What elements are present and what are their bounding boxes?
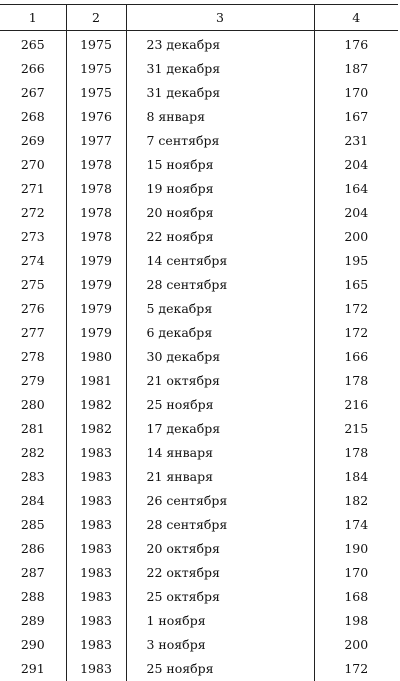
cell-number: 266 bbox=[0, 57, 66, 81]
cell-year: 1983 bbox=[66, 561, 126, 585]
table-row bbox=[0, 105, 398, 129]
table-row bbox=[0, 57, 398, 81]
cell-number: 284 bbox=[0, 489, 66, 513]
cell-number: 269 bbox=[0, 129, 66, 153]
cell-date: 7 сентября bbox=[126, 129, 314, 153]
table-row bbox=[0, 465, 398, 489]
cell-date: 31 декабря bbox=[126, 57, 314, 81]
cell-year: 1981 bbox=[66, 369, 126, 393]
cell-value: 190 bbox=[314, 537, 398, 561]
cell-date: 1 ноября bbox=[126, 609, 314, 633]
cell-date: 5 декабря bbox=[126, 297, 314, 321]
cell-year: 1975 bbox=[66, 81, 126, 105]
cell-value: 216 bbox=[314, 393, 398, 417]
cell-date: 14 сентября bbox=[126, 249, 314, 273]
cell-number: 278 bbox=[0, 345, 66, 369]
cell-date: 20 октября bbox=[126, 537, 314, 561]
cell-number: 291 bbox=[0, 657, 66, 681]
cell-number: 288 bbox=[0, 585, 66, 609]
cell-year: 1978 bbox=[66, 225, 126, 249]
cell-year: 1982 bbox=[66, 393, 126, 417]
cell-value: 187 bbox=[314, 57, 398, 81]
cell-number: 274 bbox=[0, 249, 66, 273]
table-row bbox=[0, 31, 398, 58]
table-row bbox=[0, 489, 398, 513]
cell-date: 25 ноября bbox=[126, 657, 314, 681]
column-header-2: 2 bbox=[66, 5, 126, 31]
cell-date: 28 сентября bbox=[126, 513, 314, 537]
cell-number: 273 bbox=[0, 225, 66, 249]
cell-date: 22 октября bbox=[126, 561, 314, 585]
cell-date: 14 января bbox=[126, 441, 314, 465]
table-row bbox=[0, 273, 398, 297]
cell-number: 272 bbox=[0, 201, 66, 225]
cell-year: 1983 bbox=[66, 441, 126, 465]
table-row bbox=[0, 585, 398, 609]
cell-value: 198 bbox=[314, 609, 398, 633]
cell-year: 1978 bbox=[66, 177, 126, 201]
column-header-4: 4 bbox=[314, 5, 398, 31]
cell-value: 170 bbox=[314, 81, 398, 105]
cell-value: 178 bbox=[314, 441, 398, 465]
cell-date: 25 октября bbox=[126, 585, 314, 609]
cell-date: 21 января bbox=[126, 465, 314, 489]
cell-year: 1983 bbox=[66, 513, 126, 537]
cell-value: 166 bbox=[314, 345, 398, 369]
cell-value: 164 bbox=[314, 177, 398, 201]
cell-year: 1975 bbox=[66, 57, 126, 81]
table-row bbox=[0, 393, 398, 417]
cell-number: 287 bbox=[0, 561, 66, 585]
cell-date: 21 октября bbox=[126, 369, 314, 393]
cell-value: 170 bbox=[314, 561, 398, 585]
cell-date: 30 декабря bbox=[126, 345, 314, 369]
cell-year: 1975 bbox=[66, 31, 126, 58]
cell-value: 200 bbox=[314, 225, 398, 249]
table-row bbox=[0, 417, 398, 441]
cell-year: 1982 bbox=[66, 417, 126, 441]
cell-value: 167 bbox=[314, 105, 398, 129]
cell-value: 176 bbox=[314, 31, 398, 58]
cell-value: 182 bbox=[314, 489, 398, 513]
cell-year: 1983 bbox=[66, 585, 126, 609]
cell-number: 270 bbox=[0, 153, 66, 177]
cell-number: 276 bbox=[0, 297, 66, 321]
cell-date: 20 ноября bbox=[126, 201, 314, 225]
table-row bbox=[0, 129, 398, 153]
cell-number: 267 bbox=[0, 81, 66, 105]
cell-date: 19 ноября bbox=[126, 177, 314, 201]
cell-year: 1983 bbox=[66, 465, 126, 489]
table-row bbox=[0, 321, 398, 345]
table-row bbox=[0, 153, 398, 177]
cell-year: 1983 bbox=[66, 489, 126, 513]
cell-value: 204 bbox=[314, 201, 398, 225]
cell-year: 1983 bbox=[66, 537, 126, 561]
cell-number: 281 bbox=[0, 417, 66, 441]
cell-year: 1979 bbox=[66, 297, 126, 321]
cell-date: 31 декабря bbox=[126, 81, 314, 105]
cell-number: 265 bbox=[0, 31, 66, 58]
table-row bbox=[0, 177, 398, 201]
cell-value: 172 bbox=[314, 657, 398, 681]
cell-year: 1977 bbox=[66, 129, 126, 153]
cell-year: 1976 bbox=[66, 105, 126, 129]
table-row bbox=[0, 225, 398, 249]
table-row bbox=[0, 513, 398, 537]
cell-value: 165 bbox=[314, 273, 398, 297]
cell-date: 22 ноября bbox=[126, 225, 314, 249]
cell-value: 195 bbox=[314, 249, 398, 273]
header-row bbox=[0, 5, 398, 31]
cell-value: 178 bbox=[314, 369, 398, 393]
cell-number: 289 bbox=[0, 609, 66, 633]
cell-year: 1983 bbox=[66, 633, 126, 657]
table-row bbox=[0, 201, 398, 225]
table-row bbox=[0, 537, 398, 561]
table-row bbox=[0, 81, 398, 105]
cell-year: 1978 bbox=[66, 153, 126, 177]
table-row bbox=[0, 633, 398, 657]
cell-date: 17 декабря bbox=[126, 417, 314, 441]
cell-number: 268 bbox=[0, 105, 66, 129]
cell-number: 286 bbox=[0, 537, 66, 561]
cell-number: 283 bbox=[0, 465, 66, 489]
cell-value: 168 bbox=[314, 585, 398, 609]
cell-number: 271 bbox=[0, 177, 66, 201]
cell-value: 172 bbox=[314, 297, 398, 321]
cell-date: 8 января bbox=[126, 105, 314, 129]
table-row bbox=[0, 369, 398, 393]
column-header-1: 1 bbox=[0, 5, 66, 31]
cell-number: 282 bbox=[0, 441, 66, 465]
cell-value: 204 bbox=[314, 153, 398, 177]
table-row bbox=[0, 609, 398, 633]
cell-date: 15 ноября bbox=[126, 153, 314, 177]
cell-number: 290 bbox=[0, 633, 66, 657]
cell-value: 200 bbox=[314, 633, 398, 657]
cell-date: 26 сентября bbox=[126, 489, 314, 513]
cell-value: 172 bbox=[314, 321, 398, 345]
cell-date: 3 ноября bbox=[126, 633, 314, 657]
cell-value: 184 bbox=[314, 465, 398, 489]
cell-number: 279 bbox=[0, 369, 66, 393]
table-row bbox=[0, 561, 398, 585]
cell-year: 1980 bbox=[66, 345, 126, 369]
column-header-3: 3 bbox=[126, 5, 314, 31]
cell-date: 25 ноября bbox=[126, 393, 314, 417]
cell-year: 1983 bbox=[66, 657, 126, 681]
cell-year: 1979 bbox=[66, 321, 126, 345]
cell-number: 285 bbox=[0, 513, 66, 537]
table-row bbox=[0, 249, 398, 273]
cell-year: 1983 bbox=[66, 609, 126, 633]
cell-date: 6 декабря bbox=[126, 321, 314, 345]
table-row bbox=[0, 657, 398, 681]
table-header bbox=[0, 5, 398, 31]
cell-year: 1978 bbox=[66, 201, 126, 225]
table-row bbox=[0, 441, 398, 465]
cell-value: 174 bbox=[314, 513, 398, 537]
data-table bbox=[0, 4, 398, 681]
cell-date: 28 сентября bbox=[126, 273, 314, 297]
cell-number: 280 bbox=[0, 393, 66, 417]
cell-number: 275 bbox=[0, 273, 66, 297]
table-body bbox=[0, 31, 398, 681]
cell-year: 1979 bbox=[66, 249, 126, 273]
cell-value: 231 bbox=[314, 129, 398, 153]
cell-date: 23 декабря bbox=[126, 31, 314, 58]
cell-number: 277 bbox=[0, 321, 66, 345]
cell-value: 215 bbox=[314, 417, 398, 441]
table-row bbox=[0, 297, 398, 321]
cell-year: 1979 bbox=[66, 273, 126, 297]
table-row bbox=[0, 345, 398, 369]
